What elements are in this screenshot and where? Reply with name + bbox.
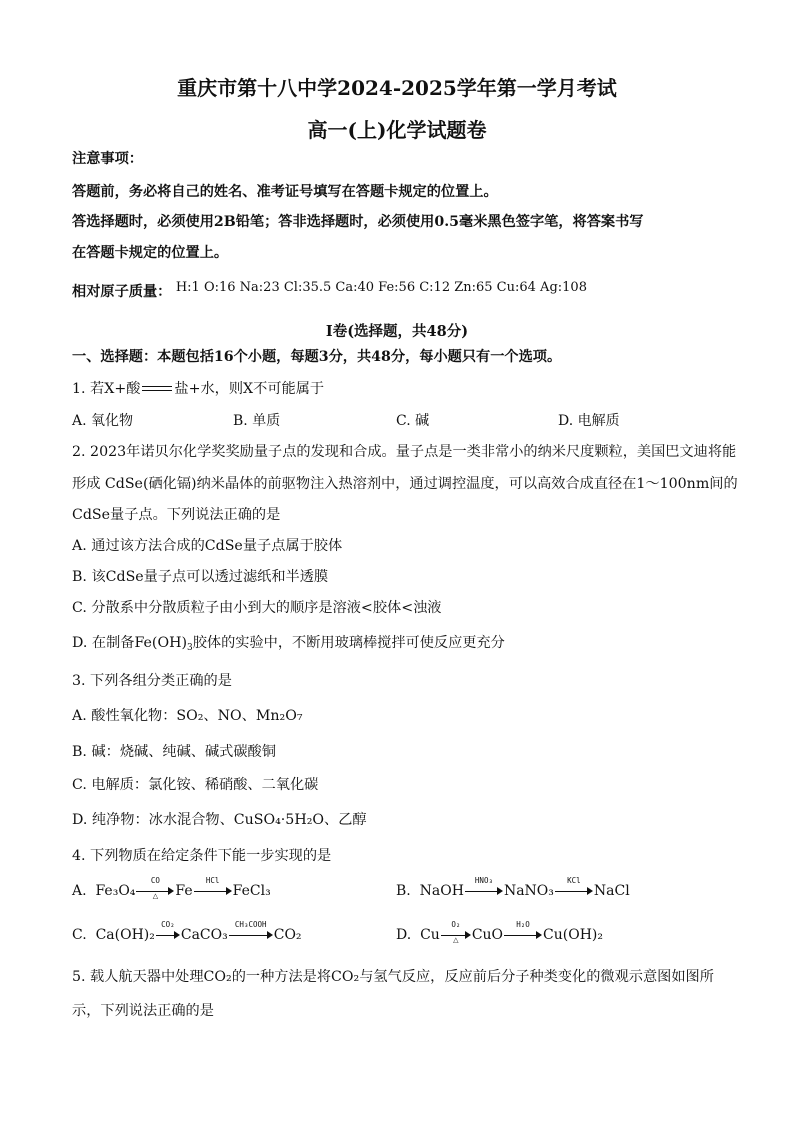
arrow-icon bbox=[136, 876, 174, 900]
q4-c-r1: CO₂ bbox=[161, 920, 175, 929]
atomic-mass-label: 相对原子质量： bbox=[72, 284, 172, 300]
q3-option-b[interactable]: B. 碱：烧碱、纯碱、碱式碳酸铜 bbox=[72, 744, 276, 760]
q2-option-d[interactable] bbox=[72, 636, 505, 653]
arrow-icon bbox=[504, 920, 542, 942]
q4-a-s3: FeCl₃ bbox=[232, 883, 271, 899]
q3-option-d[interactable]: D. 纯净物：冰水混合物、CuSO₄·5H₂O、乙醇 bbox=[72, 812, 367, 828]
q1-stem-b: 盐+水，则X不可能属于 bbox=[174, 381, 325, 397]
arrow-icon bbox=[441, 920, 471, 944]
q2-option-b[interactable]: B. 该CdSe量子点可以透过滤纸和半透膜 bbox=[72, 569, 329, 585]
q4-b-s2: NaNO₃ bbox=[503, 883, 554, 899]
q3-option-a[interactable]: A. 酸性氧化物：SO₂、NO、Mn₂O₇ bbox=[72, 708, 303, 724]
q4-b-label: B. bbox=[396, 883, 411, 899]
q4-a-label: A. bbox=[72, 883, 87, 899]
question-5-line-1: 5. 载人航天器中处理CO₂的一种方法是将CO₂与氢气反应，反应前后分子种类变化的微观示意图如图所 bbox=[72, 969, 714, 985]
q1-option-d[interactable]: D. 电解质 bbox=[558, 413, 620, 429]
q2-option-d-sub: 3 bbox=[187, 643, 193, 653]
question-2-line-3: CdSe量子点。下列说法正确的是 bbox=[72, 507, 281, 523]
atomic-mass-values: H:1 O:16 Na:23 Cl:35.5 Ca:40 Fe:56 C:12 Zn:65 Cu:64 Ag:108 bbox=[175, 280, 587, 295]
q4-option-a[interactable] bbox=[72, 876, 271, 900]
q4-b-s3: NaCl bbox=[593, 883, 630, 899]
part-heading: 一、选择题：本题包括16个小题，每题3分，共48分，每小题只有一个选项。 bbox=[72, 349, 562, 365]
notice-line-3: 在答题卡规定的位置上。 bbox=[72, 245, 229, 261]
arrow-icon bbox=[465, 876, 503, 898]
q4-b-s1: NaOH bbox=[419, 883, 464, 899]
q4-d-s2: CuO bbox=[471, 927, 504, 943]
q4-d-s3: Cu(OH)₂ bbox=[543, 927, 603, 943]
q4-option-d[interactable] bbox=[396, 920, 603, 944]
q4-d-s1: Cu bbox=[420, 927, 440, 943]
q4-d-r1: O₂ bbox=[451, 920, 461, 929]
q2-option-a[interactable]: A. 通过该方法合成的CdSe量子点属于胶体 bbox=[72, 538, 343, 554]
q4-d-c1: △ bbox=[453, 936, 459, 944]
q2-option-d-b: 胶体的实验中，不断用玻璃棒搅拌可使反应更充分 bbox=[192, 635, 505, 651]
q4-a-r2: HCl bbox=[205, 876, 220, 885]
q4-a-s2: Fe bbox=[175, 883, 193, 899]
q4-d-label: D. bbox=[396, 927, 412, 943]
q4-a-c1: △ bbox=[152, 892, 159, 900]
q4-c-s1: Ca(OH)₂ bbox=[95, 927, 155, 943]
q4-b-r1: HNO₃ bbox=[474, 876, 493, 885]
q4-c-s2: CaCO₃ bbox=[180, 927, 228, 943]
question-1-stem bbox=[72, 382, 324, 396]
q4-option-c[interactable] bbox=[72, 920, 302, 943]
notice-line-2: 答选择题时，必须使用2B铅笔；答非选择题时，必须使用0.5毫米黑色签字笔，将答案书写 bbox=[72, 214, 644, 230]
q1-option-b[interactable]: B. 单质 bbox=[233, 413, 281, 429]
q3-option-c[interactable]: C. 电解质：氯化铵、稀硝酸、二氧化碳 bbox=[72, 777, 319, 793]
notice-heading: 注意事项： bbox=[72, 151, 143, 167]
equal-arrow-icon bbox=[142, 385, 172, 393]
notice-line-1: 答题前，务必将自己的姓名、准考证号填写在答题卡规定的位置上。 bbox=[72, 184, 498, 200]
q4-option-b[interactable] bbox=[396, 876, 630, 899]
q4-c-r2: CH₃COOH bbox=[234, 920, 267, 929]
question-4-stem: 4. 下列物质在给定条件下能一步实现的是 bbox=[72, 848, 332, 864]
q4-c-s3: CO₂ bbox=[273, 927, 302, 943]
q4-a-s1: Fe₃O₄ bbox=[95, 883, 136, 899]
page-subtitle: 高一(上)化学试题卷 bbox=[307, 118, 487, 142]
arrow-icon bbox=[229, 920, 273, 942]
atomic-mass-row bbox=[72, 280, 587, 300]
question-2-line-1: 2. 2023年诺贝尔化学奖奖励量子点的发现和合成。量子点是一类非常小的纳米尺度颗粒，美国巴文迪将能 bbox=[72, 444, 737, 460]
page-title: 重庆市第十八中学2024-2025学年第一学月考试 bbox=[177, 76, 617, 100]
q4-c-label: C. bbox=[72, 927, 87, 943]
arrow-icon bbox=[156, 920, 180, 942]
q2-option-d-a: D. 在制备Fe(OH) bbox=[72, 635, 187, 651]
q4-a-r1: CO bbox=[150, 876, 160, 885]
q1-option-a[interactable]: A. 氧化物 bbox=[72, 413, 134, 429]
q4-d-r2: H₂O bbox=[516, 920, 530, 929]
arrow-icon bbox=[555, 876, 593, 898]
question-2-line-2: 形成 CdSe(硒化镉)纳米晶体的前驱物注入热溶剂中，通过调控温度，可以高效合成直径在1～100nm间的 bbox=[72, 476, 738, 492]
q4-b-r2: KCl bbox=[567, 876, 581, 885]
q1-stem-a: 1. 若X+酸 bbox=[72, 381, 141, 397]
question-3-stem: 3. 下列各组分类正确的是 bbox=[72, 673, 232, 689]
arrow-icon bbox=[194, 876, 232, 898]
question-5-line-2: 示，下列说法正确的是 bbox=[72, 1003, 214, 1019]
section-title: Ⅰ卷(选择题，共48分) bbox=[325, 323, 469, 340]
q2-option-c[interactable]: C. 分散系中分散质粒子由小到大的顺序是溶液<胶体<浊液 bbox=[72, 600, 442, 616]
q1-option-c[interactable]: C. 碱 bbox=[396, 413, 430, 429]
